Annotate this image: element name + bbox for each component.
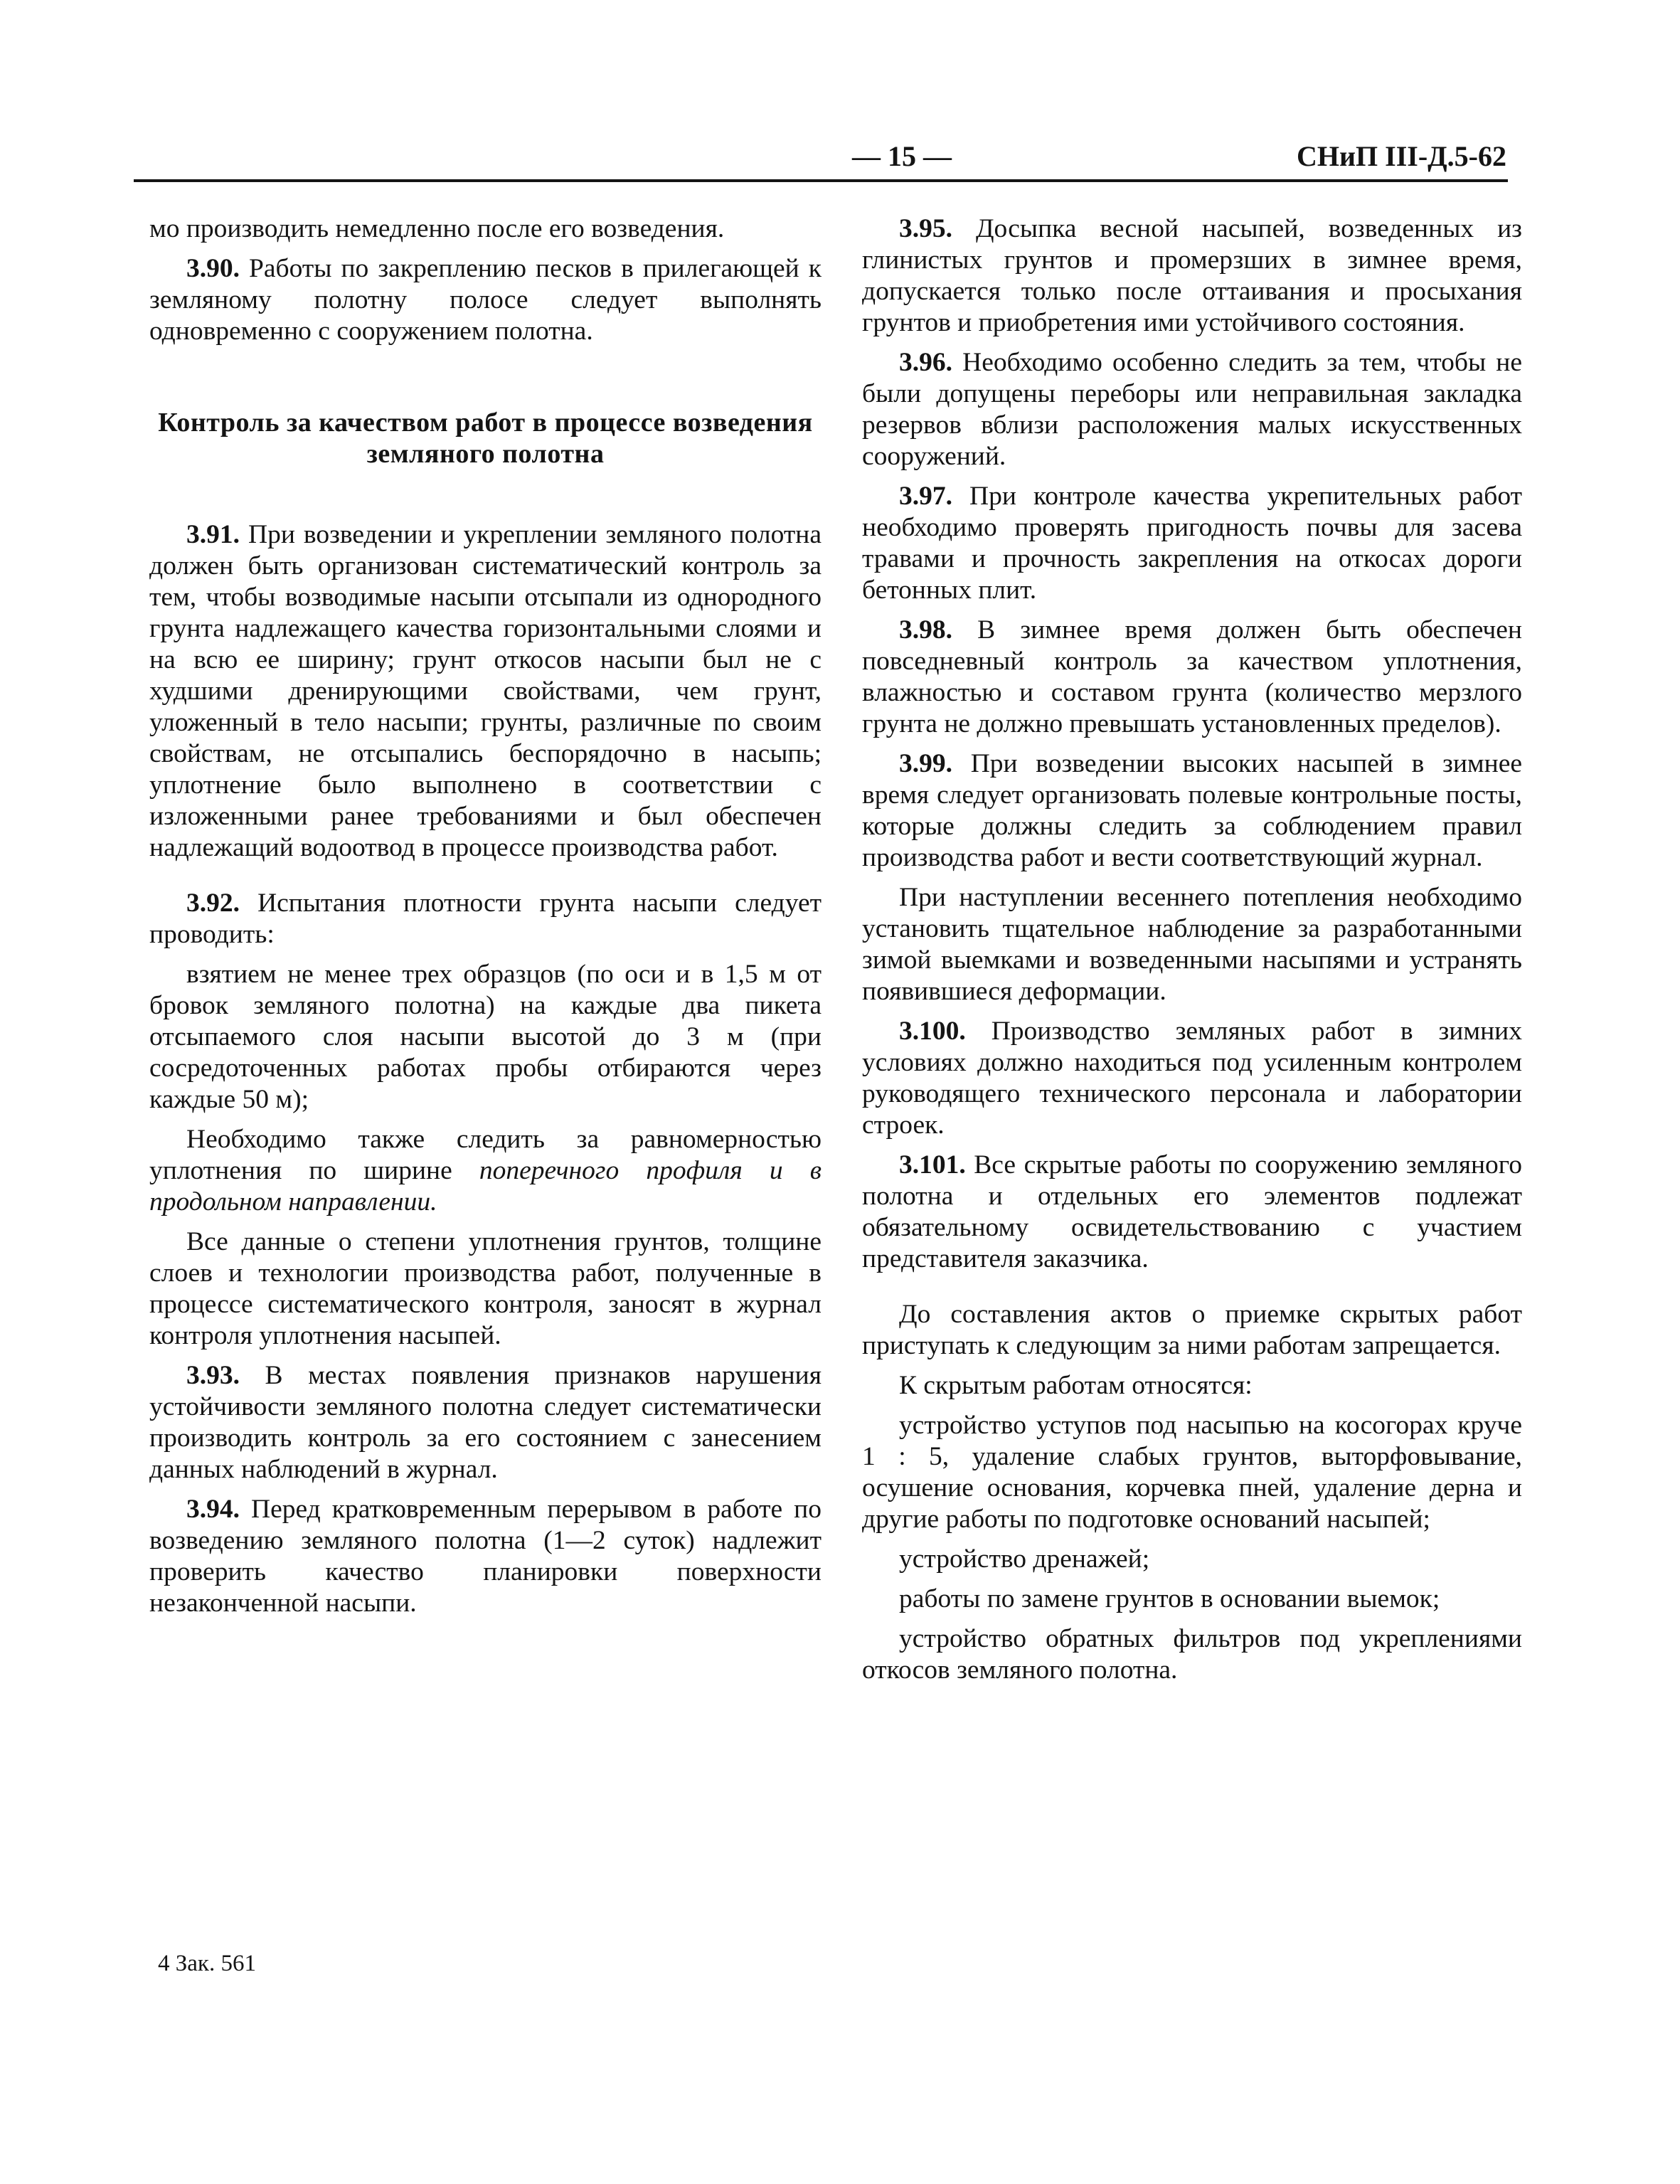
- clause-text: В зимнее время должен быть обеспечен повседневный контроль за качеством уплотнения, влажностью и составом грунта (количество мерзлого грунта не должно превышать установленных пределов).: [862, 615, 1522, 738]
- hidden-works-item: устройство уступов под насыпью на косогорах круче 1 : 5, удаление слабых грунтов, выторфовывание, осушение основания, корчевка пней, удаление дерна и другие работы по подготовке оснований насыпей;: [862, 1411, 1522, 1534]
- clause-3-97: [862, 481, 1522, 606]
- paragraph-text-italic: поперечного профиля и в продольном направлении.: [149, 1156, 822, 1216]
- clause-3-98: [862, 615, 1522, 740]
- paragraph-continuation: мо производить немедленно после его возведения.: [149, 214, 725, 243]
- document-code: СНиП III-Д.5-62: [1296, 140, 1506, 172]
- paragraph-text: Необходимо также следить за равномерностью уплотнения по ширине: [149, 1125, 822, 1185]
- page-header: [134, 139, 1506, 182]
- clause-number: 3.98.: [899, 615, 952, 645]
- clause-text: Испытания плотности грунта насыпи следует проводить:: [149, 889, 822, 949]
- clause-text: При контроле качества укрепительных работ необходимо проверять пригодность почвы для засева травами и прочность закрепления на откосах дороги бетонных плит.: [862, 482, 1522, 605]
- clause-number: 3.92.: [186, 889, 240, 918]
- paragraph-compaction-data: Все данные о степени уплотнения грунтов, толщине слоев и технологии производства работ, полученные в процессе систематического контроля, заносят в журнал контроля уплотнения насыпей.: [149, 1227, 822, 1350]
- clause-3-90: [149, 253, 822, 347]
- paragraph-spring-thaw: При наступлении весеннего потепления необходимо установить тщательное наблюдение за разработанными зимой выемками и возведенными насыпями и устранять появившиеся деформации.: [862, 883, 1522, 1006]
- clause-text: В местах появления признаков нарушения устойчивости земляного полотна следует систематически производить контроль за его состоянием с занесением данных наблюдений в журнал.: [149, 1361, 822, 1484]
- clause-number: 3.91.: [186, 520, 240, 549]
- hidden-works-item: устройство обратных фильтров под укреплениями откосов земляного полотна.: [862, 1624, 1522, 1685]
- section-heading: Контроль за качеством работ в процессе возведения земляного полотна: [158, 408, 813, 469]
- paragraph-uniformity: [149, 1124, 822, 1218]
- hidden-works-item: работы по замене грунтов в основании выемок;: [899, 1584, 1440, 1613]
- clause-text: Работы по закреплению песков в прилегающей к земляному полотну полосе следует выполнять одновременно с сооружением полотна.: [149, 254, 822, 346]
- clause-number: 3.96.: [899, 348, 952, 377]
- clause-3-91: [149, 519, 822, 864]
- clause-3-95: [862, 213, 1522, 339]
- clause-text: При возведении и укреплении земляного полотна должен быть организован систематический контроль за тем, чтобы возводимые насыпи отсыпали из однородного грунта надлежащего качества горизонтальными слоями и на всю ее ширину; грунт откосов насыпи был не с худшими дренирующими свойствами, чем грунт, уложенный в тело насыпи; грунты, различные по своим свойствам, не отсыпались беспорядочно в насыпь; уплотнение было выполнено в соответствии с изложенными ранее требованиями и был обеспечен надлежащий водоотвод в процессе производства работ.: [149, 520, 822, 862]
- print-order-note: 4 Зак. 561: [158, 1951, 256, 1976]
- clause-number: 3.99.: [899, 749, 952, 778]
- clause-3-92: [149, 888, 822, 950]
- clause-3-100: [862, 1016, 1522, 1141]
- clause-text: Необходимо особенно следить за тем, чтобы не были допущены переборы или неправильная закладка резервов вблизи расположения малых искусственных сооружений.: [862, 348, 1522, 471]
- clause-3-92-item: взятием не менее трех образцов (по оси и в 1,5 м от бровок земляного полотна) на каждые два пикета отсыпаемого слоя насыпи высотой до 3 м (при сосредоточенных работах пробы отбираются через каждые 50 м);: [149, 960, 822, 1114]
- left-column: [149, 213, 822, 1628]
- paragraph-acceptance: До составления актов о приемке скрытых работ приступать к следующим за ними работам запрещается.: [862, 1300, 1522, 1360]
- right-column: [862, 213, 1522, 1695]
- clause-number: 3.90.: [186, 254, 240, 283]
- hidden-works-item: устройство дренажей;: [899, 1544, 1150, 1574]
- clause-text: При возведении высоких насыпей в зимнее время следует организовать полевые контрольные посты, которые должны следить за соблюдением правил производства работ и вести соответствующий журнал.: [862, 749, 1522, 872]
- clause-3-93: [149, 1360, 822, 1485]
- clause-number: 3.100.: [899, 1017, 966, 1046]
- clause-number: 3.101.: [899, 1150, 966, 1180]
- clause-text: Досыпка весной насыпей, возведенных из глинистых грунтов и промерзших в зимнее время, допускается только после оттаивания и просыхания грунтов и приобретения ими устойчивого состояния.: [862, 214, 1522, 337]
- clause-3-99: [862, 748, 1522, 874]
- paragraph-hidden-works-intro: К скрытым работам относятся:: [899, 1371, 1253, 1400]
- clause-3-94: [149, 1494, 822, 1619]
- clause-text: Все скрытые работы по сооружению земляного полотна и отдельных его элементов подлежат обязательному освидетельствованию с участием представителя заказчика.: [862, 1150, 1522, 1273]
- clause-3-101: [862, 1150, 1522, 1275]
- page-number: — 15 —: [852, 140, 952, 172]
- header-rule: [134, 179, 1508, 182]
- clause-text: Перед кратковременным перерывом в работе по возведению земляного полотна (1—2 суток) надлежит проверить качество планировки поверхности незаконченной насыпи.: [149, 1495, 822, 1618]
- clause-3-96: [862, 347, 1522, 472]
- clause-text: Производство земляных работ в зимних условиях должно находиться под усиленным контролем руководящего технического персонала и лаборатории строек.: [862, 1017, 1522, 1140]
- clause-number: 3.97.: [899, 482, 952, 511]
- clause-number: 3.93.: [186, 1361, 240, 1390]
- clause-number: 3.94.: [186, 1495, 240, 1524]
- clause-number: 3.95.: [899, 214, 952, 243]
